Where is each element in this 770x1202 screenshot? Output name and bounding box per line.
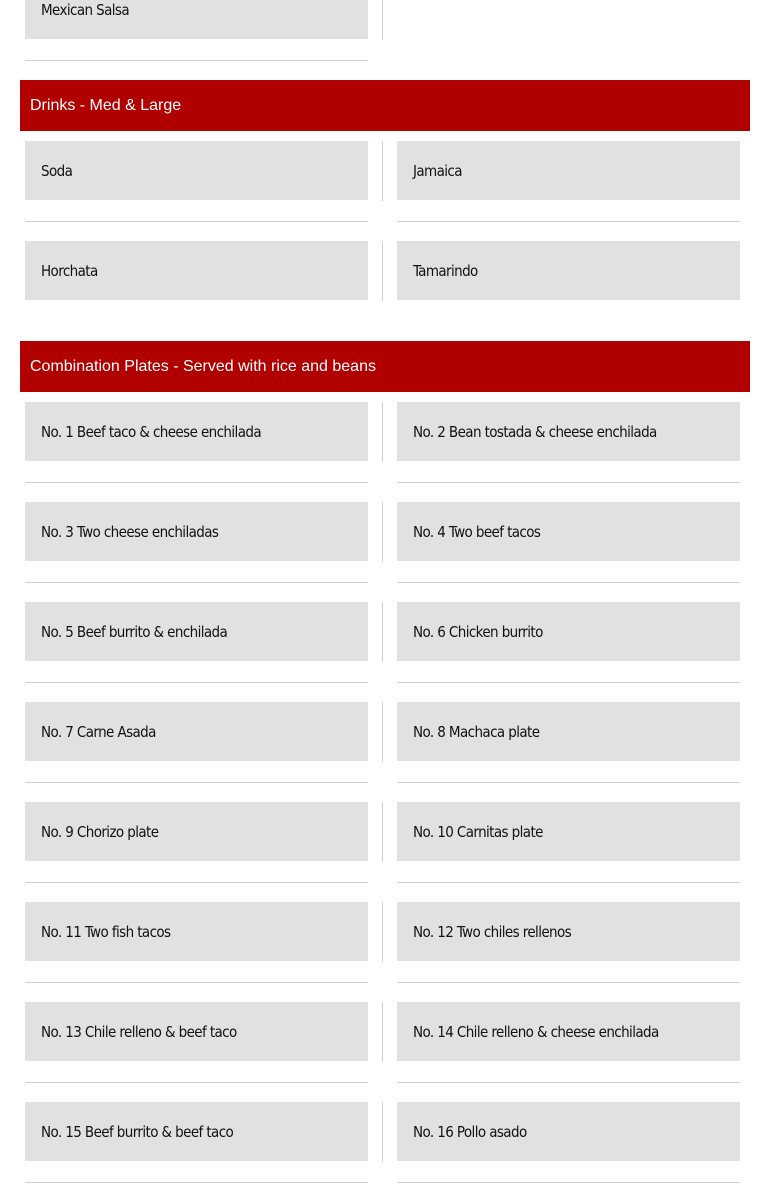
menu-item-label: No. 4 Two beef tacos	[413, 522, 541, 541]
menu-item-button[interactable]	[397, 1102, 740, 1161]
menu-item-button[interactable]	[25, 141, 368, 200]
menu-cell	[25, 702, 368, 783]
column-divider	[382, 141, 383, 201]
menu-item-button[interactable]	[25, 402, 368, 461]
menu-cell	[25, 902, 368, 983]
menu-item-button[interactable]	[25, 702, 368, 761]
menu-item-label: No. 2 Bean tostada & cheese enchilada	[413, 422, 657, 441]
menu-item-button[interactable]	[25, 1102, 368, 1161]
menu-row	[0, 241, 770, 341]
menu-item-label: No. 5 Beef burrito & enchilada	[41, 622, 228, 641]
menu-cell	[397, 902, 740, 983]
menu-item-button[interactable]	[25, 902, 368, 961]
menu-item-button[interactable]	[397, 902, 740, 961]
menu-cell	[397, 241, 740, 321]
column-divider	[382, 1002, 383, 1062]
menu-item-label: Horchata	[41, 261, 98, 280]
menu-row	[0, 141, 770, 241]
menu-item-button[interactable]	[25, 802, 368, 861]
section-title: Drinks - Med & Large	[30, 96, 182, 114]
menu-row	[0, 502, 770, 602]
menu-item-label: No. 10 Carnitas plate	[413, 822, 543, 841]
menu-cell	[25, 802, 368, 883]
section-header	[20, 80, 750, 131]
menu-row	[0, 802, 770, 902]
menu-item-label: No. 11 Two fish tacos	[41, 922, 171, 941]
menu-item-label: No. 6 Chicken burrito	[413, 622, 543, 641]
menu-item-button[interactable]	[25, 1002, 368, 1061]
menu-row	[0, 602, 770, 702]
section-drinks	[0, 80, 770, 341]
menu-item-button[interactable]	[397, 1002, 740, 1061]
menu-cell	[397, 1002, 740, 1083]
menu-cell	[397, 702, 740, 783]
menu-item-label: No. 15 Beef burrito & beef taco	[41, 1122, 234, 1141]
section-title: Combination Plates - Served with rice and beans	[30, 357, 376, 375]
column-divider	[382, 702, 383, 762]
menu-item-label: Jamaica	[413, 161, 462, 180]
section-header	[20, 341, 750, 392]
menu-cell	[397, 141, 740, 222]
menu-item-button[interactable]	[397, 602, 740, 661]
menu-row	[0, 0, 770, 80]
menu-item-label: No. 16 Pollo asado	[413, 1122, 527, 1141]
menu-row	[0, 1102, 770, 1202]
menu-cell	[25, 402, 368, 483]
menu-item-label: No. 12 Two chiles rellenos	[413, 922, 572, 941]
menu-item-label: Soda	[41, 161, 73, 180]
menu-cell	[25, 1002, 368, 1083]
menu-item-button[interactable]	[397, 502, 740, 561]
column-divider	[382, 902, 383, 962]
menu-cell-empty	[397, 0, 740, 60]
section-salsas	[0, 0, 770, 80]
menu-item-label: No. 1 Beef taco & cheese enchilada	[41, 422, 261, 441]
column-divider	[382, 402, 383, 462]
menu-item-button[interactable]	[25, 0, 368, 39]
column-divider	[382, 0, 383, 40]
menu-item-button[interactable]	[397, 402, 740, 461]
menu-item-button[interactable]	[397, 141, 740, 200]
menu-cell	[397, 502, 740, 583]
menu-cell	[25, 141, 368, 222]
menu-item-button[interactable]	[25, 502, 368, 561]
menu-item-label: Tamarindo	[413, 261, 478, 280]
section-combination-plates	[0, 341, 770, 1202]
menu-item-label: No. 8 Machaca plate	[413, 722, 540, 741]
menu-row	[0, 402, 770, 502]
menu-row	[0, 902, 770, 1002]
menu-item-label: No. 9 Chorizo plate	[41, 822, 159, 841]
column-divider	[382, 1102, 383, 1162]
menu-cell	[25, 602, 368, 683]
menu-cell	[397, 602, 740, 683]
menu-cell	[25, 1102, 368, 1183]
menu-cell	[397, 1102, 740, 1183]
menu-item-button[interactable]	[397, 702, 740, 761]
menu-cell	[25, 502, 368, 583]
menu-cell	[397, 802, 740, 883]
menu-cell	[25, 241, 368, 321]
column-divider	[382, 241, 383, 301]
menu-item-button[interactable]	[25, 602, 368, 661]
column-divider	[382, 602, 383, 662]
menu-item-button[interactable]	[397, 802, 740, 861]
menu-item-label: No. 14 Chile relleno & cheese enchilada	[413, 1022, 659, 1041]
menu-item-button[interactable]	[25, 241, 368, 300]
menu-row	[0, 702, 770, 802]
menu-cell	[25, 0, 368, 61]
menu-row	[0, 1002, 770, 1102]
menu-item-label: No. 3 Two cheese enchiladas	[41, 522, 219, 541]
menu-item-label: No. 13 Chile relleno & beef taco	[41, 1022, 237, 1041]
menu-item-button[interactable]	[397, 241, 740, 300]
menu-item-label: No. 7 Carne Asada	[41, 722, 156, 741]
column-divider	[382, 502, 383, 562]
menu-cell	[397, 402, 740, 483]
column-divider	[382, 802, 383, 862]
menu-item-label: Mexican Salsa	[41, 0, 130, 19]
